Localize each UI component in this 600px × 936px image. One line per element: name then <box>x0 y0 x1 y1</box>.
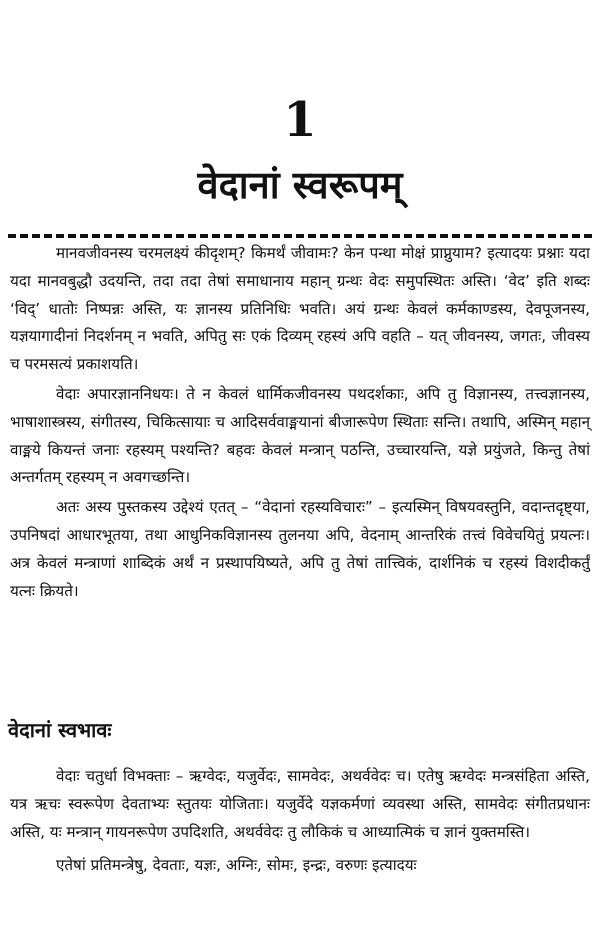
dashed-divider <box>8 234 592 238</box>
section-body <box>10 763 590 880</box>
section-paragraph-2: एतेषां प्रतिमन्त्रेषु, देवताः, यज्ञः, अग्निः, सोमः, इन्द्रः, वरुणः इत्यादयः <box>56 856 417 875</box>
paragraph-1: मानवजीवनस्य चरमलक्ष्यं कीदृशम्? किमर्थं जीवामः? केन पन्था मोक्षं प्राप्नुयाम? इत्यादयः प्रश्नाः यदा यदा मानवबुद्धौ उदयन्ति, तदा तदा तेषां समाधानाय महान् ग्रन्थः वेदः समुपस्थितः अस्ति। ‘वेद’ इति शब्दः ‘विद्’ धातोः निष्पन्नः अस्ति, यः ज्ञानस्य प्रतिनिधिः भवति। अयं ग्रन्थः केवलं कर्मकाण्डस्य, देवपूजनस्य, यज्ञयागादीनां निदर्शनम् न भवति, अपितु सः एकं दिव्यम् रहस्यं अपि वहति – यत् जीवनस्य, जगतः, जीवस्य च परमसत्यं प्रकाशयति। <box>10 244 590 374</box>
chapter-number: 1 <box>283 92 317 148</box>
paragraph-2: वेदाः अपारज्ञाननिधयः। ते न केवलं धार्मिकजीवनस्य पथदर्शकाः, अपि तु विज्ञानस्य, तत्त्वज्ञानस्य, भाषाशास्त्रस्य, संगीतस्य, चिकित्सायाः च आदिसर्ववाङ्मयानां बीजारूपेण स्थिताः सन्ति। तथापि, अस्मिन् महान् वाङ्मये कियन्तं जनाः रहस्यम् पश्यन्ति? बहवः केवलं मन्त्रान् पठन्ति, उच्चारयन्ति, यज्ञे प्रयुंजते, किन्तु तेषां अन्तर्गतम् रहस्यम् न अवगच्छन्ति। <box>10 384 590 487</box>
chapter-body <box>10 240 590 605</box>
paragraph-3: अतः अस्य पुस्तकस्य उद्देश्यं एतत् – “वेदानां रहस्यविचारः” – इत्यस्मिन् विषयवस्तुनि, वदान्तदृष्ट्या, उपनिषदां आधारभूतया, तथा आधुनिकविज्ञानस्य तुलनया अपि, वेदनाम् आन्तरिकं तत्त्वं विवेचयितुं प्रयत्नः। अत्र केवलं मन्त्राणां शाब्दिकं अर्थं न प्रस्थापयिष्यते, अपि तु तेषां तात्त्विकं, दार्शनिकं च रहस्यं विशदीकर्तुं यत्नः क्रियते। <box>10 498 590 600</box>
chapter-title: वेदानां स्वरूपम् <box>197 163 403 207</box>
section-heading: वेदानां स्वभावः <box>8 718 112 742</box>
section-paragraph-1: वेदाः चतुर्धा विभक्ताः – ऋग्वेदः, यजुर्वेदः, सामवेदः, अथर्ववेदः च। एतेषु ऋग्वेदः मन्त्रसंहिता अस्ति, यत्र ऋचः स्वरूपेण देवताभ्यः स्तुतयः योजिताः। यजुर्वेदे यज्ञकर्मणां व्यवस्था अस्ति, सामवेदः संगीतप्रधानः अस्ति, यः मन्त्रान् गायनरूपेण उपदिशति, अथर्ववेदः तु लौकिकं च आध्यात्मिकं च ज्ञानं युक्तमस्ति। <box>10 767 590 841</box>
